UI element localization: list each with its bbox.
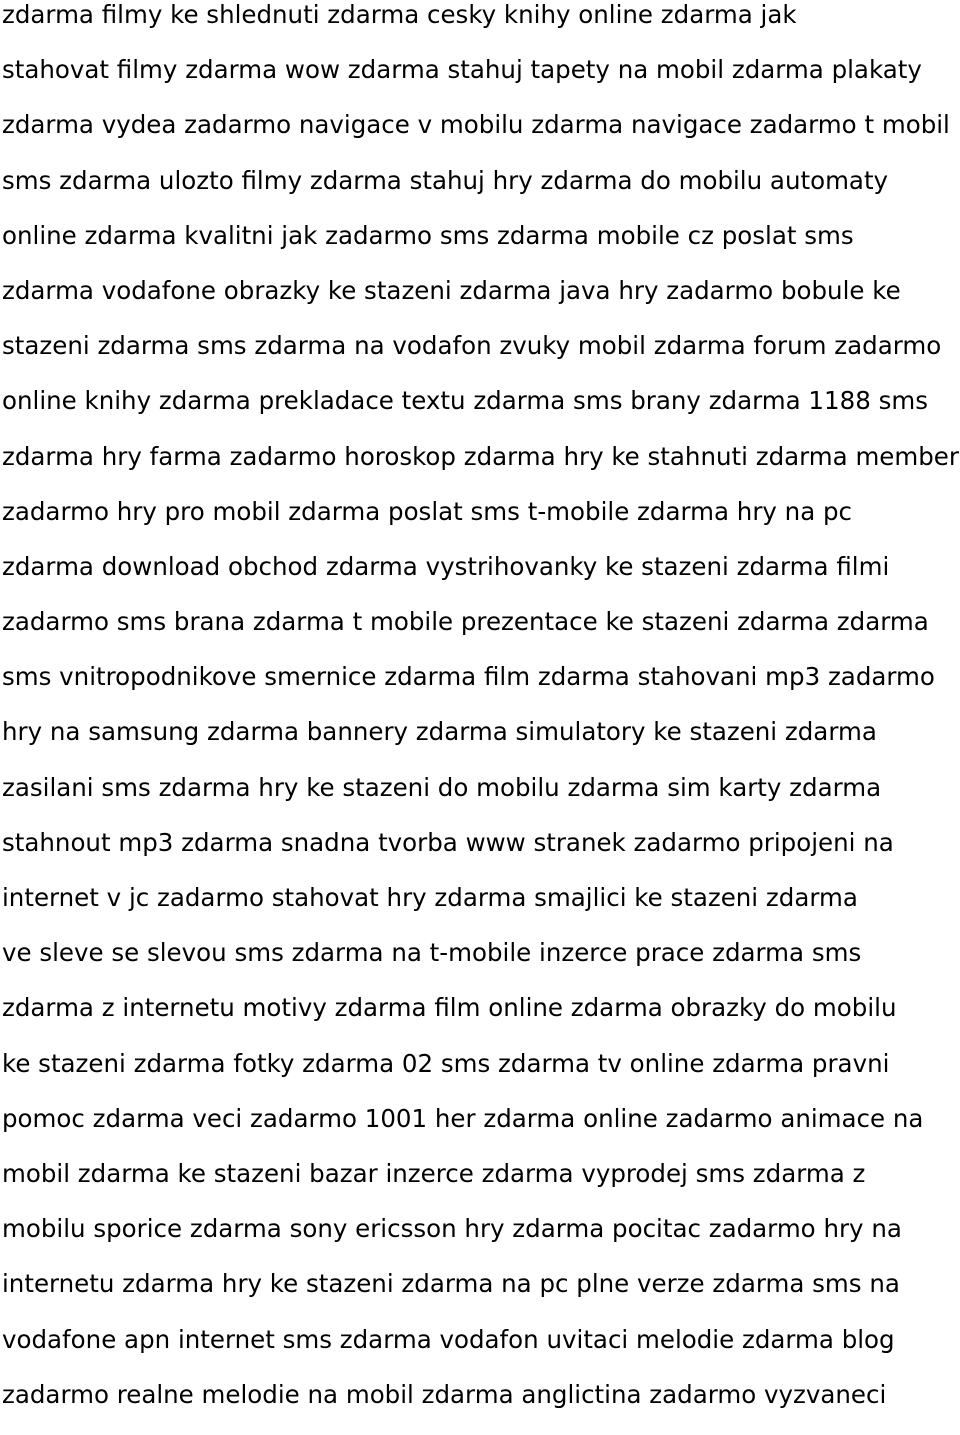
text-line-25: vodafone apn internet sms zdarma vodafon uvitaci melodie zdarma blog — [2, 1324, 895, 1354]
text-line-22: mobil zdarma ke stazeni bazar inzerce zdarma vyprodej sms zdarma z — [2, 1158, 866, 1188]
text-line-6: zdarma vodafone obrazky ke stazeni zdarma java hry zadarmo bobule ke — [2, 275, 901, 305]
text-line-26: zadarmo realne melodie na mobil zdarma anglictina zadarmo vyzvaneci — [2, 1379, 887, 1409]
text-line-2: stahovat filmy zdarma wow zdarma stahuj tapety na mobil zdarma plakaty — [2, 55, 922, 85]
text-line-1: zdarma filmy ke shlednuti zdarma cesky knihy online zdarma jak — [2, 0, 797, 29]
text-line-3: zdarma vydea zadarmo navigace v mobilu zdarma navigace zadarmo t mobil — [2, 110, 950, 140]
text-line-17: internet v jc zadarmo stahovat hry zdarma smajlici ke stazeni zdarma — [2, 883, 858, 912]
text-line-23: mobilu sporice zdarma sony ericsson hry zdarma pocitac zadarmo hry na — [2, 1214, 902, 1244]
text-line-18: ve sleve se slevou sms zdarma na t-mobile inzerce prace zdarma sms — [2, 938, 862, 968]
text-line-14: hry na samsung zdarma bannery zdarma simulatory ke stazeni zdarma — [2, 717, 877, 747]
text-line-7: stazeni zdarma sms zdarma na vodafon zvuky mobil zdarma forum zadarmo — [2, 331, 942, 361]
text-line-16: stahnout mp3 zdarma snadna tvorba www stranek zadarmo pripojeni na — [2, 827, 894, 857]
text-line-9: zdarma hry farma zadarmo horoskop zdarma hry ke stahnuti zdarma member — [2, 441, 959, 471]
text-line-19: zdarma z internetu motivy zdarma film online zdarma obrazky do mobilu — [2, 993, 897, 1023]
text-line-11: zdarma download obchod zdarma vystrihovanky ke stazeni zdarma filmi — [2, 551, 890, 581]
text-line-15: zasilani sms zdarma hry ke stazeni do mobilu zdarma sim karty zdarma — [2, 772, 882, 802]
text-line-4: sms zdarma ulozto filmy zdarma stahuj hry zdarma do mobilu automaty — [2, 165, 889, 195]
text-line-5: online zdarma kvalitni jak zadarmo sms zdarma mobile cz poslat sms — [2, 220, 854, 250]
text-line-10: zadarmo hry pro mobil zdarma poslat sms t-mobile zdarma hry na pc — [2, 496, 853, 526]
document-body-text — [2, 0, 958, 1435]
text-line-24: internetu zdarma hry ke stazeni zdarma na pc plne verze zdarma sms na — [2, 1269, 900, 1299]
text-line-21: pomoc zdarma veci zadarmo 1001 her zdarma online zadarmo animace na — [2, 1103, 924, 1133]
text-line-8: online knihy zdarma prekladace textu zdarma sms brany zdarma 1188 sms — [2, 386, 928, 416]
text-line-13: sms vnitropodnikove smernice zdarma film zdarma stahovani mp3 zadarmo — [2, 662, 935, 692]
text-line-12: zadarmo sms brana zdarma t mobile prezentace ke stazeni zdarma zdarma — [2, 607, 929, 637]
text-line-20: ke stazeni zdarma fotky zdarma 02 sms zdarma tv online zdarma pravni — [2, 1048, 890, 1078]
